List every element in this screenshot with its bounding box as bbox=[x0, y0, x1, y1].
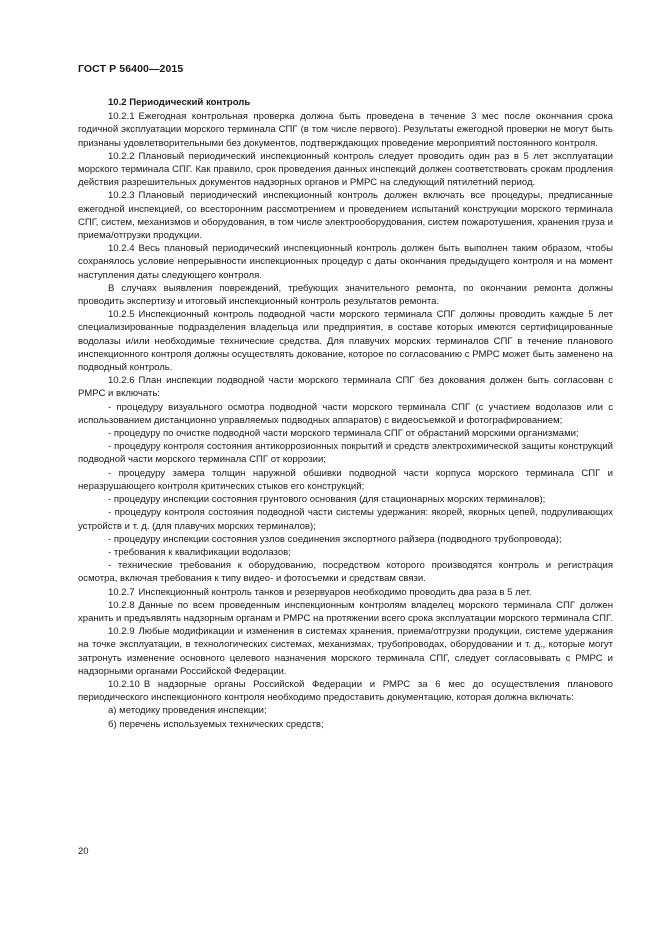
paragraph-text: В надзорные органы Российской Федерации и РМРС за 6 мес до осуществления планового периодического инспекционного контроля необходимо предоставить документацию, которая должна включать: bbox=[78, 678, 613, 704]
paragraph-text: - процедуру контроля состояния антикоррозионных покрытий и средств электрохимической защиты конструкций подводной части морского терминала СПГ от коррозии; bbox=[78, 441, 613, 466]
paragraph bbox=[78, 493, 613, 506]
paragraph bbox=[78, 586, 613, 599]
paragraph-text: - процедуру инспекции состояния грунтового основания (для стационарных морских терминалов); bbox=[108, 494, 546, 506]
document-body bbox=[78, 96, 613, 731]
paragraph bbox=[78, 427, 613, 440]
paragraph-text: а) методику проведения инспекции; bbox=[108, 705, 267, 717]
clause-number: 10.2.6 bbox=[108, 375, 135, 387]
section-title: 10.2 Периодический контроль bbox=[108, 97, 251, 108]
paragraph bbox=[78, 506, 613, 532]
paragraph bbox=[78, 242, 613, 282]
paragraph bbox=[78, 440, 613, 466]
paragraph bbox=[78, 704, 613, 717]
document-header: ГОСТ Р 56400—2015 bbox=[78, 63, 184, 75]
paragraph bbox=[78, 401, 613, 427]
paragraph-text: - требования к квалификации водолазов; bbox=[108, 546, 291, 558]
paragraph bbox=[78, 308, 613, 374]
paragraph-text: Ежегодная контрольная проверка должна быть проведена в течение 3 мес после окончания срока годичной эксплуатации морского терминала СПГ (в том числе первого). Результаты ежегодной проверки не могут быть признаны удовлетворительными без документов, подтверждающих проведение мероприятий постоянного контроля. bbox=[78, 111, 613, 149]
paragraph-text: - процедуру по очистке подводной части морского терминала СПГ от обрастаний морскими организмами; bbox=[108, 428, 579, 440]
paragraph bbox=[78, 189, 613, 242]
paragraph bbox=[78, 625, 613, 678]
paragraph-text: Плановый периодический инспекционный контроль должен включать все процедуры, предписанные ежегодной инспекцией, со всесторонним рассмотрением и проведением испытаний конструкции морского терминала СПГ, систем, механизмов и оборудования, в том числе электрооборудования, систем пожаротушения, хранения груза и приема/отгрузки продукции. bbox=[78, 190, 613, 242]
paragraph-text: - процедуру инспекции состояния узлов соединения экспортного райзера (подводного трубопровода); bbox=[108, 533, 562, 545]
paragraph-text: Данные по всем проведенным инспекционным контролям владелец морского терминала СПГ должен хранить и предъявлять надзорным органам и РМРС на протяжении всего срока эксплуатации морского терминала СПГ. bbox=[78, 599, 613, 624]
clause-number: 10.2.7 bbox=[108, 586, 135, 598]
clause-number: 10.2.1 bbox=[108, 111, 135, 123]
paragraph-text: Инспекционный контроль танков и резервуаров необходимо проводить два раза в 5 лет. bbox=[138, 586, 532, 598]
paragraph bbox=[78, 533, 613, 546]
paragraph bbox=[78, 718, 613, 731]
paragraph-text: - процедуру замера толщин наружной обшивки подводной части корпуса морского терминала СПГ и неразрушающего контроля критических стыков его конструкций; bbox=[78, 467, 613, 492]
clause-number: 10.2.3 bbox=[108, 190, 135, 202]
clause-number: 10.2.5 bbox=[108, 309, 135, 321]
paragraph-text: В случаях выявления повреждений, требующих значительного ремонта, по окончании ремонта должны проводить экспертизу и итоговый инспекционный контроль результатов ремонта. bbox=[78, 282, 613, 308]
paragraph-text: Инспекционный контроль подводной части морского терминала СПГ должны проводить каждые 5 лет специализированные подразделения владельца или предприятия, в составе которых имеются сертифицированные водолазы и/или необходимые технические средства. Для плавучих морских терминалов СПГ в течение планового инспекционного контроля должны осуществлять докование, которое по согласованию с РМРС может быть заменено на подводный контроль. bbox=[78, 309, 613, 374]
paragraph-text: - технические требования к оборудованию, посредством которого производятся контроль и регистрация осмотра, включая требования к типу видео- и фотосъемки и средствам связи. bbox=[78, 560, 613, 585]
paragraph bbox=[78, 282, 613, 308]
paragraph bbox=[78, 467, 613, 493]
paragraph bbox=[78, 546, 613, 559]
paragraph bbox=[78, 150, 613, 190]
paragraph bbox=[78, 678, 613, 704]
clause-number: 10.2.4 bbox=[108, 243, 135, 255]
page-number: 20 bbox=[78, 846, 89, 857]
paragraph bbox=[78, 559, 613, 585]
paragraph-text: б) перечень используемых технических средств; bbox=[108, 718, 324, 730]
paragraph-text: План инспекции подводной части морского терминала СПГ без докования должен быть согласован с РМРС и включать: bbox=[78, 375, 613, 400]
paragraph-text: - процедуру визуального осмотра подводной части морского терминала СПГ (с участием водолазов или с использованием дистанционно управляемых подводных аппаратов) с видеосъемкой и фотографированием; bbox=[78, 401, 613, 426]
clause-number: 10.2.2 bbox=[108, 150, 135, 162]
paragraph bbox=[78, 110, 613, 150]
paragraph bbox=[78, 374, 613, 400]
clause-number: 10.2.10 bbox=[108, 678, 140, 690]
paragraph-list bbox=[78, 110, 613, 731]
paragraph-text: Плановый периодический инспекционный контроль следует проводить один раз в 5 лет эксплуатации морского терминала СПГ. Как правило, срок проведения данных инспекций должен соответствовать срокам продления действия разрешительных документов надзорных органов и РМРС на следующий пятилетний период. bbox=[78, 150, 613, 189]
paragraph-text: Любые модификации и изменения в системах хранения, приема/отгрузки продукции, системе удержания на точке эксплуатации, в технологических системах, механизмах, трубопроводах, оборудовании и т. д., которые могут затронуть изменение основного целевого назначения морского терминала СПГ, следует согласовывать с РМРС и надзорными органами Российской Федерации. bbox=[78, 626, 613, 677]
paragraph-text: - процедуру контроля состояния подводной части системы удержания: якорей, якорных цепей, подруливающих устройств и т. д. (для плавучих морских терминалов); bbox=[78, 507, 613, 532]
paragraph bbox=[78, 599, 613, 625]
clause-number: 10.2.9 bbox=[108, 626, 135, 638]
paragraph-text: Весь плановый периодический инспекционный контроль должен быть выполнен таким образом, чтобы сохранялось условие непрерывности инспекционных процедур с даты окончания предыдущего контроля и на момент наступления даты следующего контроля. bbox=[78, 243, 613, 281]
clause-number: 10.2.8 bbox=[108, 599, 135, 611]
